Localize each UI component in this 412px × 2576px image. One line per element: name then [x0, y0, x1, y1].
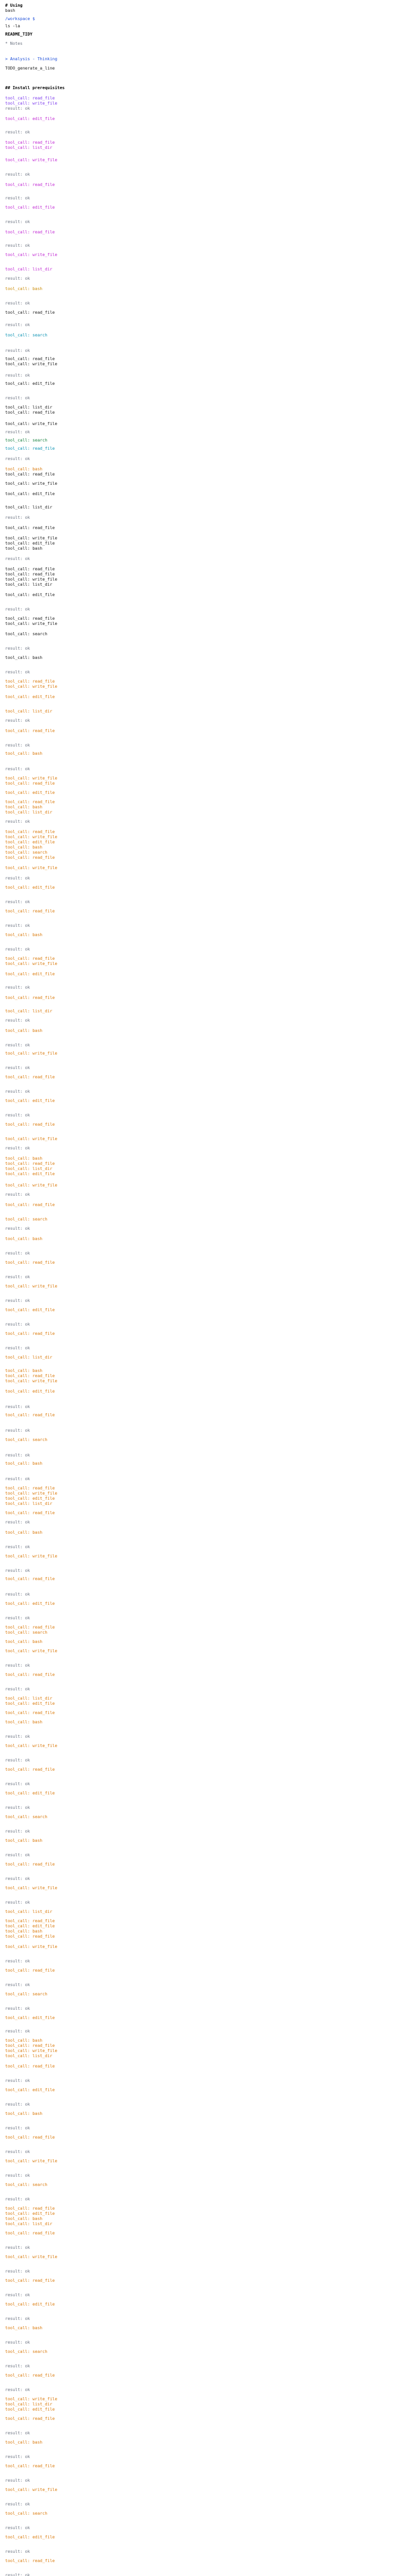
tool-call-line[interactable]: tool_call: list_dir	[5, 709, 53, 714]
transcript-line: /workspace $	[5, 16, 35, 21]
transcript-line: result: ok	[5, 2316, 30, 2321]
transcript-line: result: ok	[5, 947, 30, 952]
tool-call-line[interactable]: tool_call: edit_file	[5, 2211, 55, 2216]
tool-call-line[interactable]: tool_call: read_file	[5, 572, 55, 577]
tool-call-line[interactable]: tool_call: list_dir	[5, 1909, 53, 1914]
transcript-line: TODO_generate_a_line	[5, 66, 55, 71]
tool-call-line[interactable]: tool_call: read_file	[5, 140, 55, 145]
transcript-line: result: ok	[5, 301, 30, 306]
transcript-line: result: ok	[5, 2197, 30, 2201]
transcript-line: result: ok	[5, 1477, 30, 1481]
tool-call-line[interactable]: tool_call: write_file	[5, 1649, 58, 1653]
transcript-line: result: ok	[5, 985, 30, 990]
tool-call-line[interactable]: tool_call: search	[5, 2511, 47, 2516]
tool-call-line[interactable]: tool_call: read_file	[5, 1374, 55, 1378]
transcript-line: ls -la	[5, 24, 20, 28]
transcript-line: result: ok	[5, 1192, 30, 1197]
tool-call-line[interactable]: tool_call: bash	[5, 2038, 43, 2043]
transcript-line: result: ok	[5, 196, 30, 200]
tool-call-line[interactable]: tool_call: edit_file	[5, 381, 55, 386]
heading-line: README_TIDY	[5, 32, 32, 37]
transcript-line: result: ok	[5, 1805, 30, 1810]
tool-call-line[interactable]: tool_call: edit_file	[5, 205, 55, 210]
tool-call-line[interactable]: tool_call: read_file	[5, 2278, 55, 2283]
transcript-line: result: ok	[5, 219, 30, 224]
tool-call-line[interactable]: tool_call: write_file	[5, 866, 58, 870]
transcript-line: result: ok	[5, 130, 30, 134]
tool-call-line[interactable]: tool_call: bash	[5, 2111, 43, 2116]
tool-call-line[interactable]: tool_call: write_file	[5, 1491, 58, 1496]
tool-call-line[interactable]: tool_call: bash	[5, 751, 43, 756]
transcript-line: result: ok	[5, 1322, 30, 1327]
transcript-line: result: ok	[5, 323, 30, 327]
transcript-line: result: ok	[5, 1428, 30, 1433]
tool-call-line[interactable]: tool_call: bash	[5, 933, 43, 937]
transcript-line: result: ok	[5, 1959, 30, 1963]
tool-call-line[interactable]: tool_call: write_file	[5, 2397, 58, 2401]
transcript-line: result: ok	[5, 2245, 30, 2250]
tool-call-line[interactable]: tool_call: edit_file	[5, 2407, 55, 2412]
transcript-line: result: ok	[5, 1520, 30, 1524]
tool-call-line[interactable]: tool_call: read_file	[5, 1260, 55, 1265]
transcript-line: result: ok	[5, 819, 30, 824]
transcript-line: result: ok	[5, 2078, 30, 2083]
tool-call-line[interactable]: tool_call: search	[5, 632, 47, 636]
transcript-line: result: ok	[5, 396, 30, 400]
transcript-line: result: ok	[5, 1113, 30, 1117]
tool-call-line[interactable]: tool_call: edit_file	[5, 1172, 55, 1176]
tool-call-line[interactable]: tool_call: read_file	[5, 2416, 55, 2421]
tool-call-line[interactable]: tool_call: write_file	[5, 1379, 58, 1383]
tool-call-line[interactable]: tool_call: write_file	[5, 481, 58, 486]
transcript-line: result: ok	[5, 2573, 30, 2576]
transcript-line: result: ok	[5, 2502, 30, 2506]
tool-call-line[interactable]: tool_call: list_dir	[5, 505, 53, 510]
tool-call-line[interactable]: tool_call: read_file	[5, 1767, 55, 1772]
tool-call-line[interactable]: tool_call: list_dir	[5, 1501, 53, 1506]
tool-call-line[interactable]: tool_call: read_file	[5, 956, 55, 961]
tool-call-line[interactable]: tool_call: bash	[5, 467, 43, 471]
tool-call-line[interactable]: tool_call: read_file	[5, 1486, 55, 1490]
transcript-line: result: ok	[5, 1065, 30, 1070]
tool-call-line[interactable]: tool_call: list_dir	[5, 2054, 53, 2058]
transcript-line: result: ok	[5, 1568, 30, 1573]
transcript-line: result: ok	[5, 1592, 30, 1597]
tool-call-line[interactable]: tool_call: bash	[5, 546, 43, 551]
tool-call-line[interactable]: tool_call: search	[5, 1630, 47, 1635]
tool-call-line[interactable]: tool_call: write_file	[5, 1886, 58, 1890]
transcript-line: result: ok	[5, 348, 30, 353]
transcript-line: result: ok	[5, 1900, 30, 1905]
tool-call-line[interactable]: tool_call: write_file	[5, 158, 58, 162]
tool-call-line[interactable]: tool_call: edit_file	[5, 885, 55, 890]
tool-call-line[interactable]: tool_call: write_file	[5, 1183, 58, 1188]
transcript-line: result: ok	[5, 1453, 30, 1458]
tool-call-line[interactable]: tool_call: edit_file	[5, 694, 55, 699]
tool-call-line[interactable]: tool_call: read_file	[5, 96, 55, 100]
tool-call-line[interactable]: tool_call: read_file	[5, 1161, 55, 1166]
tool-call-line[interactable]: tool_call: search	[5, 438, 47, 443]
transcript-line: result: ok	[5, 1616, 30, 1620]
tool-call-line[interactable]: tool_call: bash	[5, 1530, 43, 1535]
transcript-line: result: ok	[5, 1146, 30, 1150]
transcript-line: result: ok	[5, 1089, 30, 1094]
tool-call-line[interactable]: tool_call: bash	[5, 655, 43, 660]
tool-call-line[interactable]: tool_call: write_file	[5, 835, 58, 839]
tool-call-line[interactable]: tool_call: edit_file	[5, 2535, 55, 2539]
tool-call-line[interactable]: tool_call: edit_file	[5, 1308, 55, 1312]
transcript-line: result: ok	[5, 1982, 30, 1987]
tool-call-line[interactable]: tool_call: bash	[5, 1236, 43, 1241]
transcript-line: result: ok	[5, 1298, 30, 1303]
tool-call-line[interactable]: tool_call: write_file	[5, 1743, 58, 1748]
transcript-line: result: ok	[5, 2340, 30, 2345]
tool-call-line[interactable]: tool_call: bash	[5, 2216, 43, 2221]
tool-call-line[interactable]: tool_call: list_dir	[5, 2222, 53, 2226]
tool-call-line[interactable]: tool_call: read_file	[5, 1968, 55, 1973]
transcript-line: result: ok	[5, 1404, 30, 1409]
transcript-line: result: ok	[5, 2149, 30, 2154]
tool-call-line[interactable]: tool_call: write_file	[5, 684, 58, 689]
tool-call-line[interactable]: tool_call: write_file	[5, 536, 58, 540]
transcript-line: * Notes	[5, 41, 23, 46]
tool-call-line[interactable]: tool_call: edit_file	[5, 972, 55, 976]
tool-call-line[interactable]: tool_call: read_file	[5, 1919, 55, 1923]
tool-call-line[interactable]: tool_call: list_dir	[5, 2402, 53, 2406]
transcript-line: result: ok	[5, 1758, 30, 1762]
tool-call-line[interactable]: tool_call: bash	[5, 1368, 43, 1373]
transcript-line: result: ok	[5, 2293, 30, 2297]
tool-call-line[interactable]: tool_call: edit_file	[5, 840, 55, 844]
transcript-line: result: ok	[5, 172, 30, 177]
tool-call-line[interactable]: tool_call: bash	[5, 2440, 43, 2445]
transcript-line: result: ok	[5, 1275, 30, 1279]
tool-call-line[interactable]: tool_call: read_file	[5, 1577, 55, 1581]
tool-call-line[interactable]: tool_call: bash	[5, 805, 43, 809]
tool-call-line[interactable]: tool_call: list_dir	[5, 1355, 53, 1360]
tool-call-line[interactable]: tool_call: read_file	[5, 1511, 55, 1515]
transcript-line: result: ok	[5, 2269, 30, 2274]
tool-call-line[interactable]: tool_call: search	[5, 1815, 47, 1819]
tool-call-line[interactable]: tool_call: read_file	[5, 1331, 55, 1336]
transcript-line: result: ok	[5, 276, 30, 281]
tool-call-line[interactable]: tool_call: write_file	[5, 776, 58, 781]
tool-call-line[interactable]: tool_call: edit_file	[5, 1701, 55, 1706]
tool-call-line[interactable]: tool_call: write_file	[5, 961, 58, 966]
transcript-line: result: ok	[5, 2126, 30, 2130]
tool-call-line[interactable]: tool_call: write_file	[5, 1137, 58, 1141]
tool-call-line[interactable]: tool_call: read_file	[5, 182, 55, 187]
transcript-line: result: ok	[5, 1829, 30, 1834]
tool-call-line[interactable]: tool_call: bash	[5, 1156, 43, 1161]
transcript-line: result: ok	[5, 243, 30, 248]
transcript-line: result: ok	[5, 373, 30, 378]
tool-call-line[interactable]: tool_call: read_file	[5, 2558, 55, 2563]
transcript-line: result: ok	[5, 876, 30, 880]
transcript-line: result: ok	[5, 718, 30, 723]
tool-call-line[interactable]: tool_call: read_file	[5, 1413, 55, 1417]
transcript-line: result: ok	[5, 2478, 30, 2483]
tool-call-line[interactable]: tool_call: read_file	[5, 472, 55, 477]
tool-call-line[interactable]: tool_call: edit_file	[5, 541, 55, 546]
tool-call-line[interactable]: tool_call: bash	[5, 845, 43, 850]
transcript-line: result: ok	[5, 1018, 30, 1023]
tool-call-line[interactable]: tool_call: write_file	[5, 2159, 58, 2163]
tool-call-line[interactable]: tool_call: read_file	[5, 2231, 55, 2235]
tool-call-line[interactable]: tool_call: bash	[5, 1639, 43, 1644]
tool-call-line[interactable]: tool_call: search	[5, 1992, 47, 1996]
tool-call-line[interactable]: tool_call: edit_file	[5, 790, 55, 795]
transcript-line: result: ok	[5, 1782, 30, 1786]
transcript-line: result: ok	[5, 1734, 30, 1739]
tool-call-line[interactable]: tool_call: write_file	[5, 621, 58, 626]
tool-call-line[interactable]: tool_call: search	[5, 1437, 47, 1442]
tool-call-line[interactable]: tool_call: write_file	[5, 101, 58, 106]
tool-call-line[interactable]: tool_call: write_file	[5, 362, 58, 366]
tool-call-line[interactable]: tool_call: write_file	[5, 1051, 58, 1056]
tool-call-line[interactable]: tool_call: edit_file	[5, 2015, 55, 2020]
tool-call-line[interactable]: tool_call: write_file	[5, 577, 58, 582]
transcript-line: result: ok	[5, 2173, 30, 2178]
tool-call-line[interactable]: tool_call: read_file	[5, 230, 55, 234]
transcript-line: result: ok	[5, 1663, 30, 1668]
tool-call-line[interactable]: tool_call: edit_file	[5, 2302, 55, 2307]
tool-call-line[interactable]: tool_call: read_file	[5, 567, 55, 571]
tool-call-line[interactable]: tool_call: bash	[5, 1461, 43, 1466]
transcript-line: > Analysis - Thinking	[5, 57, 58, 61]
tool-call-line[interactable]: tool_call: edit_file	[5, 492, 55, 496]
tool-call-line[interactable]: tool_call: list_dir	[5, 1166, 53, 1171]
tool-call-line[interactable]: tool_call: list_dir	[5, 582, 53, 587]
transcript-line: result: ok	[5, 607, 30, 612]
tool-call-line[interactable]: tool_call: read_file	[5, 2135, 55, 2140]
tool-call-line[interactable]: tool_call: search	[5, 333, 47, 337]
transcript-line: result: ok	[5, 767, 30, 771]
tool-call-line[interactable]: tool_call: read_file	[5, 357, 55, 361]
transcript-line: result: ok	[5, 923, 30, 928]
tool-call-line[interactable]: tool_call: read_file	[5, 800, 55, 804]
transcript-line: result: ok	[5, 1346, 30, 1350]
tool-call-line[interactable]: tool_call: write_file	[5, 2048, 58, 2053]
transcript-line: result: ok	[5, 1853, 30, 1857]
tool-call-line[interactable]: tool_call: read_file	[5, 1710, 55, 1715]
transcript-line: result: ok	[5, 2102, 30, 2107]
transcript-line: result: ok	[5, 1545, 30, 1549]
tool-call-line[interactable]: tool_call: edit_file	[5, 1601, 55, 1606]
transcript-line: result: ok	[5, 1876, 30, 1881]
tool-call-line[interactable]: tool_call: read_file	[5, 909, 55, 913]
tool-call-line[interactable]: tool_call: search	[5, 850, 47, 855]
transcript-line: result: ok	[5, 2387, 30, 2392]
transcript-line: result: ok	[5, 2364, 30, 2368]
heading-line: ## Install prerequisites	[5, 86, 65, 90]
tool-call-line[interactable]: tool_call: list_dir	[5, 145, 53, 150]
tool-call-line[interactable]: tool_call: read_file	[5, 2373, 55, 2378]
tool-call-line[interactable]: tool_call: read_file	[5, 410, 55, 415]
tool-call-line[interactable]: tool_call: write_file	[5, 1554, 58, 1558]
tool-call-line[interactable]: tool_call: read_file	[5, 995, 55, 1000]
heading-line: # Using	[5, 3, 23, 8]
transcript-line: bash	[5, 8, 15, 13]
tool-call-line[interactable]: tool_call: read_file	[5, 2064, 55, 2069]
tool-call-line[interactable]: tool_call: read_file	[5, 1672, 55, 1677]
tool-call-line[interactable]: tool_call: bash	[5, 286, 43, 291]
transcript-line: result: ok	[5, 2526, 30, 2530]
transcript-line: result: ok	[5, 456, 30, 461]
transcript-line: result: ok	[5, 1251, 30, 1256]
tool-call-line[interactable]: tool_call: bash	[5, 1838, 43, 1843]
tool-call-line[interactable]: tool_call: bash	[5, 1720, 43, 1724]
tool-call-line[interactable]: tool_call: read_file	[5, 781, 55, 786]
tool-call-line[interactable]: tool_call: read_file	[5, 1075, 55, 1079]
tool-call-line[interactable]: tool_call: write_file	[5, 252, 58, 257]
tool-call-line[interactable]: tool_call: write_file	[5, 2255, 58, 2259]
tool-call-line[interactable]: tool_call: read_file	[5, 310, 55, 315]
tool-call-line[interactable]: tool_call: read_file	[5, 1122, 55, 1127]
transcript-line: result: ok	[5, 1226, 30, 1231]
tool-call-line[interactable]: tool_call: edit_file	[5, 2088, 55, 2092]
tool-call-line[interactable]: tool_call: list_dir	[5, 1696, 53, 1701]
tool-call-line[interactable]: tool_call: read_file	[5, 829, 55, 834]
transcript-line: result: ok	[5, 2454, 30, 2459]
transcript-line: result: ok	[5, 2549, 30, 2554]
transcript-line: result: ok	[5, 1043, 30, 1047]
tool-call-line[interactable]: tool_call: read_file	[5, 855, 55, 860]
tool-call-line[interactable]: tool_call: read_file	[5, 616, 55, 621]
tool-call-line[interactable]: tool_call: bash	[5, 1028, 43, 1033]
tool-call-line[interactable]: tool_call: search	[5, 2182, 47, 2187]
transcript-line: result: ok	[5, 2006, 30, 2011]
tool-call-line[interactable]: tool_call: list_dir	[5, 267, 53, 272]
transcript-line: result: ok	[5, 556, 30, 561]
tool-call-line[interactable]: tool_call: list_dir	[5, 405, 53, 410]
tool-call-line[interactable]: tool_call: search	[5, 1217, 47, 1222]
tool-call-line[interactable]: tool_call: write_file	[5, 1284, 58, 1289]
transcript-line: result: ok	[5, 2029, 30, 2033]
tool-call-line[interactable]: tool_call: edit_file	[5, 1496, 55, 1501]
tool-call-line[interactable]: tool_call: edit_file	[5, 1924, 55, 1928]
tool-call-line[interactable]: tool_call: read_file	[5, 679, 55, 684]
tool-call-line[interactable]: tool_call: write_file	[5, 1944, 58, 1949]
tool-call-line[interactable]: tool_call: read_file	[5, 446, 55, 451]
tool-call-line[interactable]: tool_call: write_file	[5, 421, 58, 426]
tool-call-line[interactable]: tool_call: edit_file	[5, 1791, 55, 1795]
tool-call-line[interactable]: tool_call: read_file	[5, 2206, 55, 2211]
tool-call-line[interactable]: tool_call: read_file	[5, 1862, 55, 1867]
transcript-line: result: ok	[5, 670, 30, 674]
tool-call-line[interactable]: tool_call: read_file	[5, 2464, 55, 2468]
transcript-line: result: ok	[5, 430, 30, 434]
tool-call-line[interactable]: tool_call: read_file	[5, 728, 55, 733]
tool-call-line[interactable]: tool_call: list_dir	[5, 1009, 53, 1013]
tool-call-line[interactable]: tool_call: edit_file	[5, 592, 55, 597]
tool-call-line[interactable]: tool_call: search	[5, 2349, 47, 2354]
transcript-line: result: ok	[5, 646, 30, 651]
tool-call-line[interactable]: tool_call: edit_file	[5, 1098, 55, 1103]
tool-call-line[interactable]: tool_call: edit_file	[5, 1389, 55, 1394]
tool-call-line[interactable]: tool_call: bash	[5, 2326, 43, 2330]
tool-call-line[interactable]: tool_call: read_file	[5, 1625, 55, 1630]
tool-call-line[interactable]: tool_call: edit_file	[5, 116, 55, 121]
tool-call-line[interactable]: tool_call: bash	[5, 1929, 43, 1934]
tool-call-line[interactable]: tool_call: write_file	[5, 2487, 58, 2492]
transcript-line: result: ok	[5, 900, 30, 904]
transcript-line: result: ok	[5, 106, 30, 111]
tool-call-line[interactable]: tool_call: read_file	[5, 526, 55, 530]
transcript-line: result: ok	[5, 2431, 30, 2435]
tool-call-line[interactable]: tool_call: read_file	[5, 1934, 55, 1939]
tool-call-line[interactable]: tool_call: read_file	[5, 1202, 55, 1207]
transcript-line: result: ok	[5, 1687, 30, 1691]
transcript-line: result: ok	[5, 515, 30, 520]
tool-call-line[interactable]: tool_call: list_dir	[5, 810, 53, 815]
tool-call-line[interactable]: tool_call: read_file	[5, 2043, 55, 2048]
transcript-line: result: ok	[5, 743, 30, 748]
